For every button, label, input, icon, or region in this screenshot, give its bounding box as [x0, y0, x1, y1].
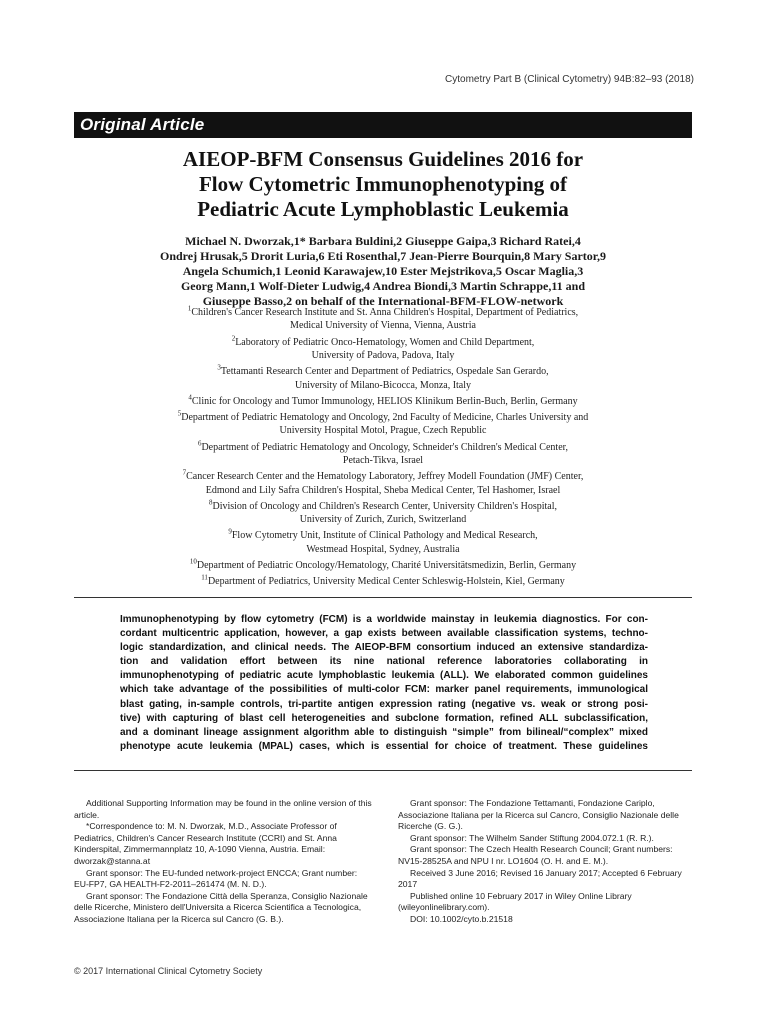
affiliation-text: Department of Pediatric Oncology/Hematology, Charité Universitätsmedizin, Berlin, Germany — [196, 560, 577, 572]
footnotes-left-column — [74, 798, 372, 926]
abstract-line: and a dominant lineage assignment algorithm able to distinguish “simple” from bilineal/“complex” mixed — [120, 726, 648, 738]
affiliation-text: Flow Cytometry Unit, Institute of Clinical Pathology and Medical Research, — [231, 530, 538, 542]
abstract-line: Immunophenotyping by flow cytometry (FCM) is a worldwide mainstay in leukemia diagnostics. For con- — [120, 614, 648, 625]
affiliation-text: Petach-Tikva, Israel — [342, 455, 424, 467]
grant-note: Grant sponsor: The Fondazione Tettamanti, Fondazione Cariplo, Associazione Italiana per la Ricerca sul Cancro, Consiglio Nazionale delle Ricerche (G. G.). — [398, 798, 679, 832]
publication-note: Published online 10 February 2017 in Wiley Online Library (wileyonlinelibrary.com). — [398, 890, 632, 913]
affiliation-text: Department of Pediatric Hematology and Oncology, Schneider's Children's Medical Center, — [201, 441, 569, 453]
affiliation-text: Edmond and Lily Safra Children's Hospital, Sheba Medical Center, Tel Hashomer, Israel — [205, 484, 561, 496]
affiliation-line — [74, 513, 692, 526]
affiliation-entry — [74, 529, 692, 556]
doi-note: DOI: 10.1002/cyto.b.21518 — [410, 913, 513, 924]
grant-note: Grant sponsor: The EU-funded network-project ENCCA; Grant number: EU-FP7, GA HEALTH-F2-2011–261474 (M. N. D.). — [74, 867, 358, 890]
history-note: Received 3 June 2016; Revised 16 January 2017; Accepted 6 February 2017 — [398, 867, 682, 890]
affiliation-line — [74, 500, 692, 513]
abstract-line: blast gating, in-sample controls, tri-partite antigen expression rating (negative vs. weak or strong posi- — [120, 698, 648, 710]
affiliation-entry — [74, 411, 692, 438]
affiliation-number: 3 — [217, 363, 221, 372]
affiliation-text: Department of Pediatrics, University Medical Center Schleswig-Holstein, Kiel, Germany — [207, 576, 565, 588]
affiliation-number: 7 — [182, 468, 187, 477]
affiliation-text: Cancer Research Center and the Hematology Laboratory, Jeffrey Modell Foundation (JMF) Center, — [186, 471, 584, 483]
affiliation-entry — [74, 559, 692, 572]
affiliation-text: University of Zurich, Zurich, Switzerland — [299, 514, 467, 526]
affiliation-line — [74, 306, 692, 319]
affiliation-number: 9 — [228, 528, 232, 537]
supporting-info-note: Additional Supporting Information may be found in the online version of this article. — [74, 798, 372, 820]
author-line: Ondrej Hrusak,5 Drorit Luria,6 Eti Rosenthal,7 Jean-Pierre Bourquin,8 Mary Sartor,9 — [160, 249, 606, 263]
abstract-line: tion and validation effort between its nine national reference laboratories collaborating in — [120, 656, 648, 668]
affiliation-entry — [74, 500, 692, 527]
affiliation-line — [74, 336, 692, 349]
affiliation-line — [74, 365, 692, 378]
affiliation-text: Division of Oncology and Children's Research Center, University Children's Hospital, — [212, 500, 558, 512]
affiliation-line — [74, 319, 692, 332]
affiliation-text: University of Padova, Padova, Italy — [311, 350, 455, 362]
affiliation-line — [74, 349, 692, 362]
abstract-top-rule — [74, 597, 692, 598]
title-line: Pediatric Acute Lymphoblastic Leukemia — [197, 197, 569, 221]
affiliation-entry — [74, 441, 692, 468]
article-title — [74, 147, 692, 222]
title-line: AIEOP-BFM Consensus Guidelines 2016 for — [182, 147, 584, 171]
grant-note: Grant sponsor: The Wilhelm Sander Stiftung 2004.072.1 (R. R.). — [410, 832, 654, 843]
grant-note: Grant sponsor: The Fondazione Città della Speranza, Consiglio Nazionale delle Ricerche, Ministero dell'Universita a Ricerca Scientifica a Tecnologica, Associazione Italiana per la Ricerca sul Cancro (G. B.). — [74, 890, 368, 924]
author-list — [74, 234, 692, 309]
article-type-label: Original Article — [80, 115, 205, 134]
copyright-notice: © 2017 International Clinical Cytometry Society — [74, 966, 263, 976]
correspondence-note: *Correspondence to: M. N. Dworzak, M.D., Associate Professor of Pediatrics, Children's Cancer Research Institute (CCRI) and St. Anna Kinderspital, Zimmermannplatz 10, A-1090 Vienna, Austria. Email: dworzak@stanna.at — [74, 821, 337, 866]
affiliation-text: University of Milano-Bicocca, Monza, Italy — [294, 379, 472, 391]
affiliation-text: University Hospital Motol, Prague, Czech Republic — [279, 425, 487, 437]
abstract-line: logic standardization, and clinical needs. The AIEOP-BFM consortium induced an extensive standardiza- — [120, 642, 648, 654]
title-line: Flow Cytometric Immunophenotyping of — [198, 172, 568, 196]
affiliation-entry — [74, 470, 692, 497]
footnotes-right-column — [398, 798, 694, 926]
author-line: Georg Mann,1 Wolf-Dieter Ludwig,4 Andrea Biondi,3 Martin Schrappe,11 and — [180, 279, 586, 293]
affiliation-text: Clinic for Oncology and Tumor Immunology, HELIOS Klinikum Berlin-Buch, Berlin, Germany — [191, 395, 578, 407]
affiliation-number: 10 — [189, 557, 197, 566]
affiliation-number: 6 — [197, 439, 202, 448]
affiliation-line — [74, 411, 692, 424]
affiliation-line — [74, 559, 692, 572]
affiliation-entry — [74, 365, 692, 392]
abstract-line: phenotype acute leukemia (MPAL) cases, which is essential for choice of treatment. These guidelines — [120, 740, 648, 752]
abstract-line: cordant multicentric application, however, a gap exists between available classification systems, techno- — [120, 628, 648, 640]
affiliation-text: Westmead Hospital, Sydney, Australia — [306, 543, 460, 555]
affiliation-line — [74, 424, 692, 437]
affiliation-number: 2 — [231, 334, 236, 343]
author-line: Angela Schumich,1 Leonid Karawajew,10 Ester Mejstrikova,5 Oscar Maglia,3 — [182, 264, 584, 278]
affiliation-number: 8 — [208, 498, 213, 507]
affiliation-text: Laboratory of Pediatric Onco-Hematology, Women and Child Department, — [235, 336, 535, 348]
affiliation-number: 4 — [188, 393, 192, 402]
abstract-line: tive) with capturing of blast cell heterogeneities and subclone formation, refined ALL subclassification, — [120, 712, 648, 724]
affiliation-line — [74, 454, 692, 467]
affiliation-line — [74, 543, 692, 556]
abstract-line: which take advantage of the possibilities of multi-color FCM: marker panel requirements, immunological — [120, 684, 648, 696]
abstract-line: immunophenotyping of pediatric acute lymphoblastic leukemia (ALL). We elaborated common guidelines — [120, 670, 648, 682]
grant-note: Grant sponsor: The Czech Health Research Council; Grant numbers: NV15-28525A and NPU I nr. LO1604 (O. H. and E. M.). — [398, 844, 673, 866]
affiliation-text: Tettamanti Research Center and Department of Pediatrics, Ospedale San Gerardo, — [220, 366, 549, 378]
affiliation-number: 1 — [187, 304, 192, 313]
affiliation-entry — [74, 336, 692, 363]
footnote-rule — [74, 770, 692, 771]
affiliation-line — [74, 441, 692, 454]
affiliation-line — [74, 379, 692, 392]
abstract — [120, 613, 648, 754]
affiliation-line — [74, 484, 692, 497]
affiliation-text: Department of Pediatric Hematology and Oncology, 2nd Faculty of Medicine, Charles University and — [181, 412, 589, 424]
journal-citation: Cytometry Part B (Clinical Cytometry) 94B:82–93 (2018) — [445, 74, 694, 85]
author-line: Giuseppe Basso,2 on behalf of the International-BFM-FLOW-network — [202, 294, 564, 308]
affiliation-text: Medical University of Vienna, Vienna, Austria — [290, 320, 476, 332]
affiliation-list — [74, 306, 692, 591]
affiliation-entry — [74, 395, 692, 408]
author-line: Michael N. Dworzak,1* Barbara Buldini,2 Giuseppe Gaipa,3 Richard Ratei,4 — [185, 234, 581, 248]
affiliation-line — [74, 529, 692, 542]
affiliation-line — [74, 470, 692, 483]
affiliation-entry — [74, 575, 692, 588]
affiliation-number: 11 — [201, 573, 208, 582]
article-type-banner — [74, 112, 692, 138]
affiliation-line — [74, 395, 692, 408]
affiliation-entry — [74, 306, 692, 333]
affiliation-text: Children's Cancer Research Institute and St. Anna Children's Hospital, Department of Pediatrics, — [191, 307, 579, 318]
affiliation-number: 5 — [177, 409, 182, 418]
affiliation-line — [74, 575, 692, 588]
